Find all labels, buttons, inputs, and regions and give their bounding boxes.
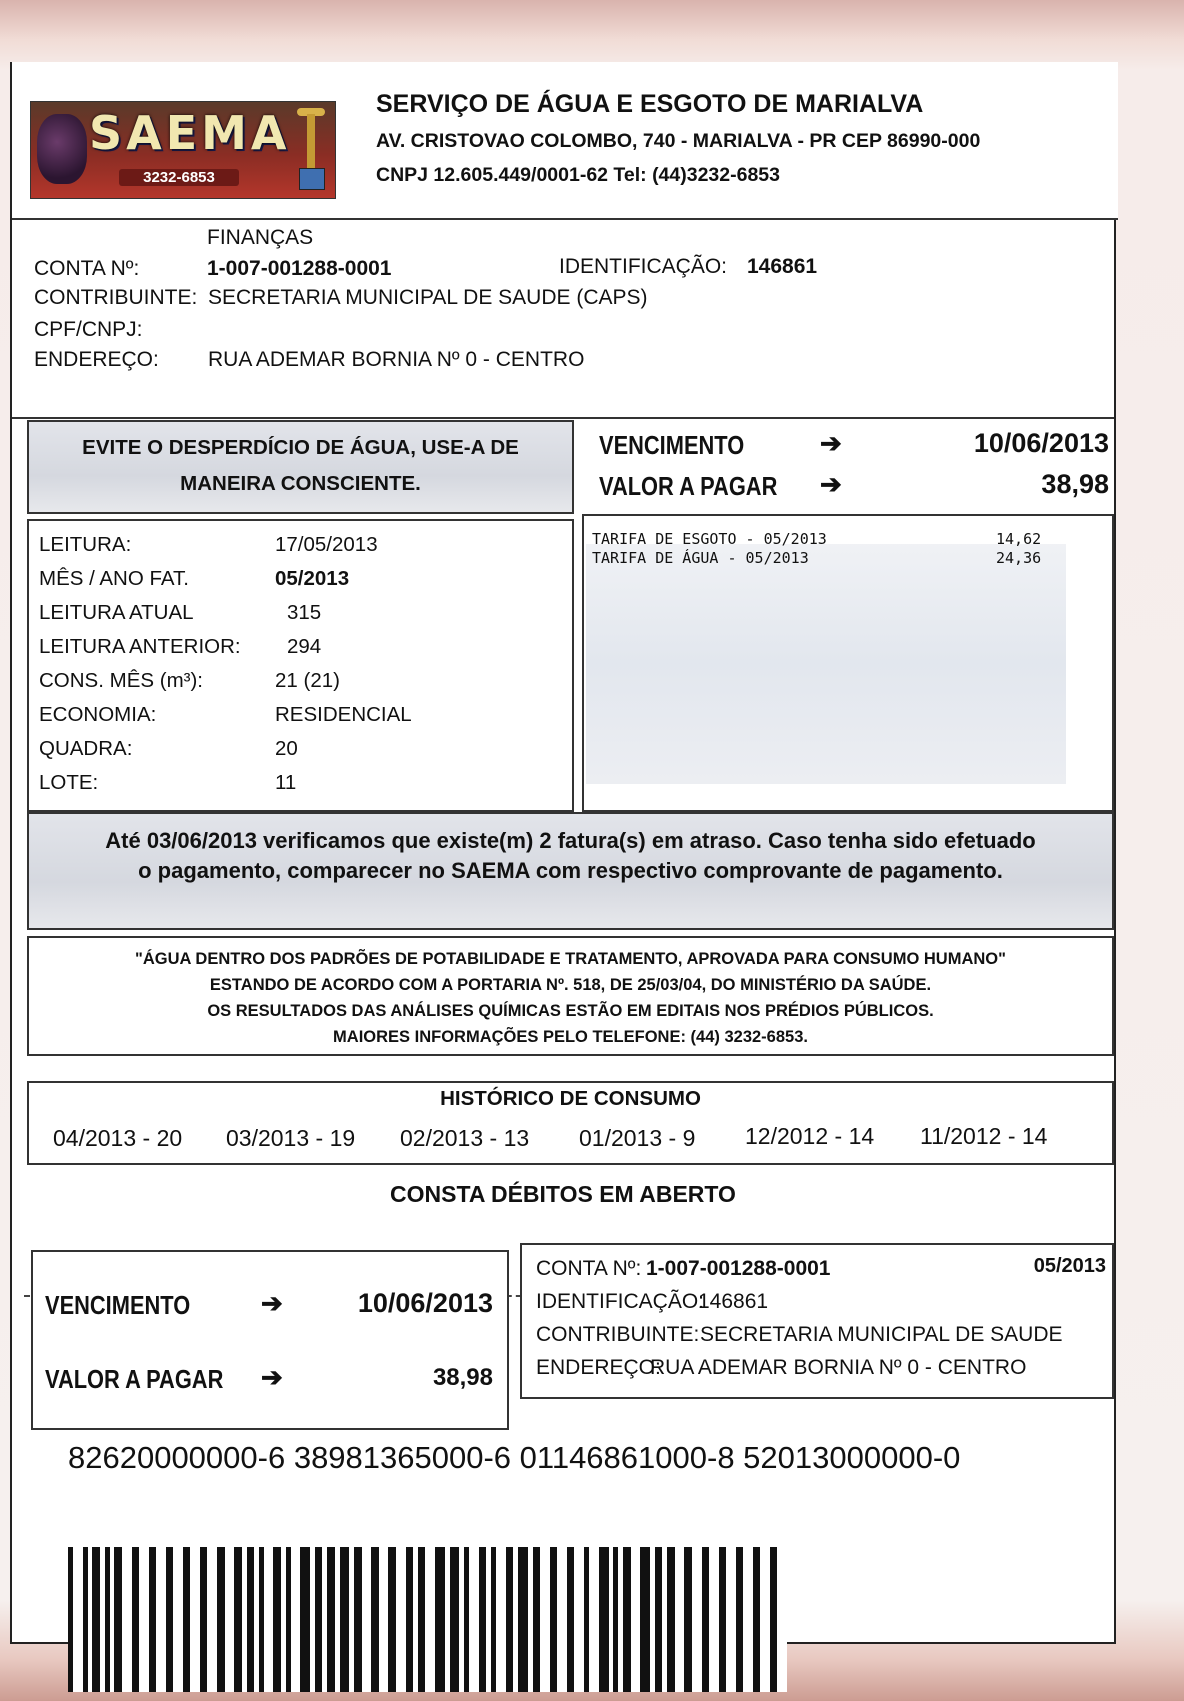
reading-label: LOTE: — [39, 771, 99, 794]
company-name: SERVIÇO DE ÁGUA E ESGOTO DE MARIALVA — [376, 90, 924, 118]
address-label: ENDEREÇO: — [34, 348, 159, 371]
charge-label: TARIFA DE ESGOTO - 05/2013 — [592, 530, 827, 548]
reading-label: LEITURA ANTERIOR: — [39, 635, 241, 658]
stub-due-value: 10/06/2013 — [357, 1288, 493, 1318]
reading-value: 294 — [287, 635, 322, 658]
stub-identification-label: IDENTIFICAÇÃO: — [536, 1290, 705, 1313]
identification-value: 146861 — [747, 255, 818, 278]
contributor-value: SECRETARIA MUNICIPAL DE SAUDE (CAPS) — [208, 286, 648, 309]
due-label: VENCIMENTO — [599, 430, 745, 460]
open-debts-notice: CONSTA DÉBITOS EM ABERTO — [390, 1181, 736, 1207]
stub-amount-value: 38,98 — [432, 1364, 493, 1391]
history-item: 03/2013 - 19 — [226, 1125, 356, 1151]
water-saving-notice — [27, 420, 574, 514]
barcode-number: 82620000000-6 38981365000-6 01146861000-8 52013000000-0 — [68, 1440, 961, 1475]
reading-value: 315 — [287, 601, 322, 624]
potability-line: OS RESULTADOS DAS ANÁLISES QUÍMICAS ESTÃO EM EDITAIS NOS PRÉDIOS PÚBLICOS. — [207, 1002, 934, 1020]
overdue-line-2: o pagamento, comparecer no SAEMA com respectivo comprovante de pagamento. — [138, 858, 1003, 883]
contributor-label: CONTRIBUINTE: — [34, 286, 198, 309]
potability-line: "ÁGUA DENTRO DOS PADRÕES DE POTABILIDADE E TRATAMENTO, APROVADA PARA CONSUMO HUMANO" — [135, 950, 1006, 968]
history-item: 12/2012 - 14 — [745, 1123, 875, 1149]
stub-account-label: CONTA Nº: — [536, 1257, 642, 1280]
barcode — [68, 1547, 788, 1692]
potability-notice — [27, 936, 1114, 1056]
stub-account-value: 1-007-001288-0001 — [646, 1257, 831, 1280]
reading-value: 17/05/2013 — [275, 533, 378, 556]
potability-line: ESTANDO DE ACORDO COM A PORTARIA Nº. 518, DE 25/03/04, DO MINISTÉRIO DA SAÚDE. — [209, 976, 932, 994]
history-item: 02/2013 - 13 — [400, 1125, 530, 1151]
reading-value: 21 (21) — [275, 669, 340, 692]
water-saving-line-1: EVITE O DESPERDÍCIO DE ÁGUA, USE-A DE — [82, 436, 519, 459]
payment-summary — [577, 420, 1117, 514]
stub-month: 05/2013 — [1033, 1255, 1106, 1277]
stub-payment-box — [31, 1250, 509, 1430]
stub-amount-label: VALOR A PAGAR — [45, 1364, 224, 1394]
company-cnpj-tel: CNPJ 12.605.449/0001-62 Tel: (44)3232-6853 — [376, 164, 780, 186]
history-title: HISTÓRICO DE CONSUMO — [440, 1087, 701, 1110]
reading-box — [27, 519, 574, 812]
logo-text: SAEMA — [89, 106, 291, 160]
history-item: 01/2013 - 9 — [579, 1125, 696, 1151]
amount-label: VALOR A PAGAR — [599, 471, 778, 501]
charge-value: 24,36 — [996, 549, 1042, 567]
reading-label: QUADRA: — [39, 737, 133, 760]
identification-label: IDENTIFICAÇÃO: — [559, 255, 728, 278]
reading-label: MÊS / ANO FAT. — [39, 567, 189, 590]
logo-phone: 3232-6853 — [119, 169, 239, 186]
header-box — [12, 62, 1118, 220]
stub-contributor-value: SECRETARIA MUNICIPAL DE SAUDE — [700, 1323, 1063, 1346]
faucet-icon — [293, 108, 329, 190]
stub-address-value: RUA ADEMAR BORNIA Nº 0 - CENTRO — [650, 1356, 1027, 1379]
reading-label: CONS. MÊS (m³): — [39, 669, 203, 692]
reading-value: 11 — [275, 771, 297, 794]
address-value: RUA ADEMAR BORNIA Nº 0 - CENTRO — [208, 348, 585, 371]
history-item: 04/2013 - 20 — [53, 1125, 183, 1151]
water-bill — [10, 62, 1116, 1644]
grapes-icon — [37, 114, 87, 184]
arrow-right-icon: ➔ — [820, 428, 842, 458]
consumption-history — [27, 1081, 1114, 1165]
stub-due-label: VENCIMENTO — [45, 1290, 191, 1320]
reading-value: 20 — [275, 737, 298, 760]
stub-contributor-label: CONTRIBUINTE: — [536, 1323, 700, 1346]
overdue-line-1: Até 03/06/2013 verificamos que existe(m) 2 fatura(s) em atraso. Caso tenha sido efetuado — [105, 828, 1036, 853]
stub-identification-value: 146861 — [698, 1290, 769, 1313]
reading-label: LEITURA ATUAL — [39, 601, 194, 624]
reading-value: RESIDENCIAL — [275, 703, 412, 726]
charges-background-logo — [586, 544, 1066, 784]
potability-line: MAIORES INFORMAÇÕES PELO TELEFONE: (44) 3232-6853. — [333, 1028, 808, 1046]
cpf-label: CPF/CNPJ: — [34, 318, 143, 341]
saema-logo — [30, 101, 336, 199]
company-address: AV. CRISTOVAO COLOMBO, 740 - MARIALVA - PR CEP 86990-000 — [376, 130, 981, 152]
water-saving-line-2: MANEIRA CONSCIENTE. — [180, 472, 421, 495]
account-label: CONTA Nº: — [34, 257, 140, 280]
charges-box — [582, 514, 1114, 812]
overdue-notice — [27, 812, 1114, 930]
account-value: 1-007-001288-0001 — [207, 257, 392, 280]
stub-customer-box — [520, 1243, 1114, 1399]
history-item: 11/2012 - 14 — [920, 1123, 1048, 1149]
department-label: FINANÇAS — [207, 226, 314, 249]
reading-label: ECONOMIA: — [39, 703, 157, 726]
arrow-right-icon: ➔ — [261, 1288, 283, 1318]
reading-label: LEITURA: — [39, 533, 132, 556]
due-value: 10/06/2013 — [973, 428, 1109, 458]
reading-value: 05/2013 — [275, 567, 350, 590]
charge-label: TARIFA DE ÁGUA - 05/2013 — [592, 549, 809, 567]
charge-value: 14,62 — [996, 530, 1042, 548]
amount-value: 38,98 — [1041, 469, 1109, 499]
arrow-right-icon: ➔ — [261, 1362, 283, 1392]
arrow-right-icon: ➔ — [820, 469, 842, 499]
customer-info — [12, 220, 1114, 419]
stub-address-label: ENDEREÇO: — [536, 1356, 661, 1379]
